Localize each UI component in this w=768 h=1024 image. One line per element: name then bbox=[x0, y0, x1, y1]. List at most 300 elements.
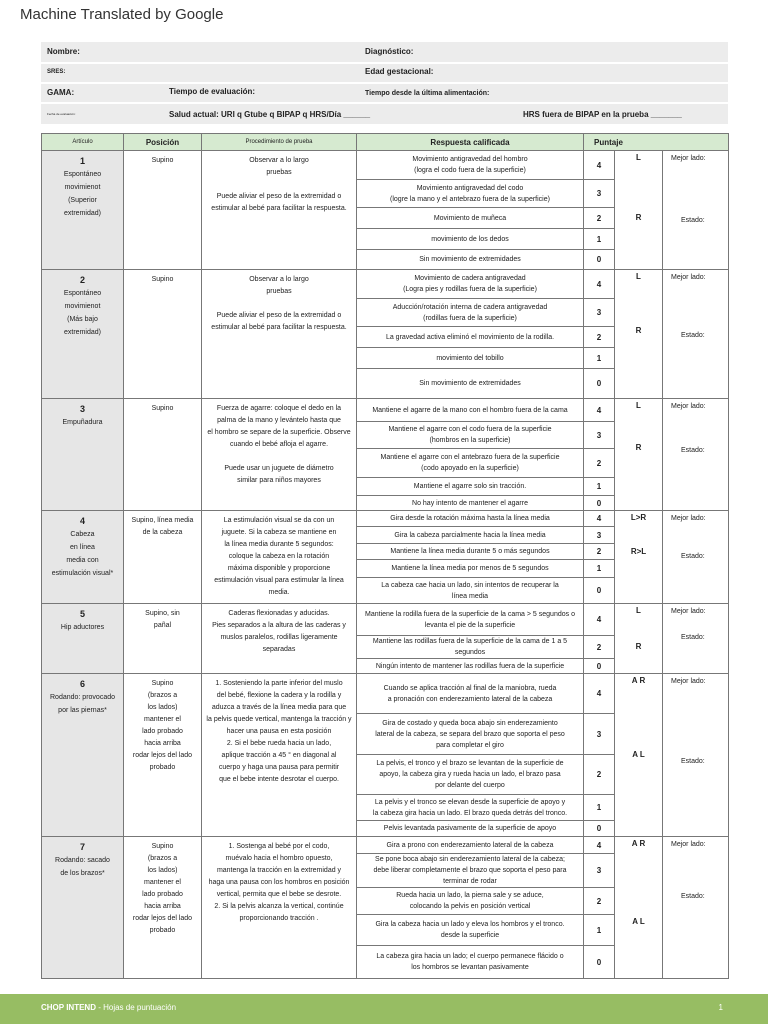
col-articulo: Artículo bbox=[42, 134, 124, 151]
response-cell bbox=[357, 270, 584, 299]
response-line: (codo apoyado en la superficie) bbox=[421, 465, 519, 472]
response-line: Rueda hacia un lado, la pierna sale y se aduce, bbox=[396, 892, 544, 899]
item-name-line: Cabeza bbox=[70, 531, 95, 538]
procedure-line: vertical, permita que el bebe se desrote. bbox=[216, 891, 342, 898]
position-line: pañal bbox=[153, 622, 172, 629]
position-line: Supino, sin bbox=[145, 610, 180, 617]
side-top-label: L bbox=[636, 401, 641, 410]
side-cell bbox=[615, 151, 663, 270]
response-line: línea media bbox=[451, 592, 489, 600]
position-line: mantener el bbox=[144, 716, 181, 723]
tiempo-eval-label: Tiempo de evaluación: bbox=[169, 87, 256, 96]
score-cell: 0 bbox=[584, 659, 615, 674]
item-name-line: de los brazos* bbox=[60, 870, 105, 877]
document-title: Machine Translated by Google bbox=[20, 6, 224, 23]
header-row-sres bbox=[41, 64, 728, 82]
side-bottom-label: R bbox=[635, 326, 642, 335]
response-line: La cabeza gira hacia un lado; el cuerpo permanece flácido o bbox=[376, 953, 564, 960]
response-cell bbox=[357, 755, 584, 795]
response-line: (logra el codo fuera de la superficie) bbox=[414, 167, 526, 174]
response-cell bbox=[357, 151, 584, 180]
side-cell bbox=[615, 604, 663, 674]
item-cell bbox=[42, 151, 124, 270]
position-line: probado bbox=[149, 927, 176, 934]
response-line: debe liberar completamente el brazo que soporta el peso para bbox=[373, 867, 567, 874]
footer-brand bbox=[41, 1003, 176, 1012]
procedure-cell bbox=[202, 151, 357, 270]
header-row-salud bbox=[41, 104, 728, 124]
table-row bbox=[42, 270, 729, 299]
procedure-line: 2. Si la pelvis alcanza la vertical, continúe bbox=[214, 903, 344, 910]
procedure-line: muévalo hacia el hombro opuesto, bbox=[225, 855, 333, 862]
tiempo-alim-label: Tiempo desde la última alimentación: bbox=[365, 90, 490, 97]
response-cell bbox=[357, 714, 584, 755]
position-line: Supino bbox=[151, 276, 174, 283]
response-cell bbox=[357, 180, 584, 208]
best-side-cell bbox=[663, 399, 729, 511]
col-respuesta: Respuesta calificada bbox=[357, 134, 584, 151]
position-cell bbox=[124, 399, 202, 511]
response-cell bbox=[357, 854, 584, 888]
item-number: 2 bbox=[79, 275, 85, 285]
position-line: lado probado bbox=[142, 728, 183, 735]
response-cell bbox=[357, 888, 584, 915]
score-cell: 2 bbox=[584, 636, 615, 659]
response-line: No hay intento de mantener el agarre bbox=[412, 499, 528, 507]
score-cell: 2 bbox=[584, 327, 615, 348]
score-cell: 4 bbox=[584, 399, 615, 422]
position-line: Supino bbox=[151, 680, 174, 687]
response-line: Mantiene la línea media durante 5 o más segundos bbox=[390, 548, 550, 555]
response-cell bbox=[357, 348, 584, 369]
best-side-label: Mejor lado: bbox=[671, 841, 706, 848]
score-cell: 2 bbox=[584, 544, 615, 560]
procedure-cell bbox=[202, 399, 357, 511]
response-line: La cabeza cae hacia un lado, sin intentos de recuperar la bbox=[381, 581, 559, 589]
position-cell bbox=[124, 511, 202, 604]
response-line: Mantiene el agarre con el antebrazo fuera de la superficie bbox=[380, 454, 560, 461]
position-line: Supino bbox=[151, 157, 174, 164]
best-side-cell bbox=[663, 674, 729, 837]
procedure-line: la pelvis quede vertical, mantenga la tracción y bbox=[206, 716, 352, 723]
score-cell: 2 bbox=[584, 888, 615, 915]
procedure-cell bbox=[202, 837, 357, 979]
state-label: Estado: bbox=[681, 217, 705, 224]
side-cell bbox=[615, 511, 663, 604]
position-line: Supino, línea media bbox=[131, 517, 194, 524]
procedure-line: la línea media durante 5 segundos: bbox=[224, 541, 334, 548]
hrs-fuera-label: HRS fuera de BIPAP en la prueba _______ bbox=[523, 110, 682, 119]
score-cell: 3 bbox=[584, 180, 615, 208]
table-row bbox=[42, 604, 729, 636]
procedure-line: aplique tracción a 45 ° en diagonal al bbox=[221, 752, 337, 759]
best-side-label: Mejor lado: bbox=[671, 274, 706, 281]
response-cell bbox=[357, 208, 584, 229]
page-number: 1 bbox=[718, 1003, 723, 1012]
response-cell bbox=[357, 795, 584, 821]
salud-label: Salud actual: URI q Gtube q BIPAP q HRS/Día ______ bbox=[169, 110, 371, 119]
procedure-line: Pies separados a la altura de las caderas y bbox=[212, 622, 346, 629]
col-puntaje: Puntaje bbox=[584, 134, 729, 151]
response-line: Mantiene el agarre de la mano con el hombro fuera de la cama bbox=[372, 406, 568, 414]
response-line: Mantiene el agarre con el codo fuera de la superficie bbox=[388, 426, 552, 433]
state-label: Estado: bbox=[681, 893, 705, 900]
score-cell: 2 bbox=[584, 208, 615, 229]
best-side-cell bbox=[663, 270, 729, 399]
item-name-line: (Superior bbox=[68, 197, 97, 204]
item-name-line: extremidad) bbox=[64, 329, 101, 336]
col-posicion: Posición bbox=[124, 134, 202, 151]
procedure-line: 1. Sosteniendo la parte inferior del muslo bbox=[215, 680, 343, 687]
procedure-line bbox=[205, 179, 353, 191]
score-cell: 4 bbox=[584, 511, 615, 527]
gama-label: GAMA: bbox=[47, 88, 75, 97]
response-cell bbox=[357, 674, 584, 714]
procedure-line: coloque la cabeza en la rotación bbox=[228, 553, 330, 560]
side-bottom-label: A L bbox=[632, 750, 645, 759]
procedure-line: muslos paralelos, rodillas ligeramente separadas bbox=[220, 634, 338, 653]
procedure-line: el hombro se separe de la superficie. Observe bbox=[207, 429, 351, 436]
response-line: Cuando se aplica tracción al final de la maniobra, rueda bbox=[383, 684, 557, 692]
procedure-line: Fuerza de agarre: coloque el dedo en la bbox=[216, 405, 342, 412]
response-line: Gira la cabeza hacia un lado y eleva los hombros y el tronco. bbox=[375, 921, 565, 928]
best-side-label: Mejor lado: bbox=[671, 608, 706, 615]
score-cell: 0 bbox=[584, 369, 615, 399]
score-cell: 3 bbox=[584, 714, 615, 755]
response-cell bbox=[357, 327, 584, 348]
position-line: rodar lejos del lado bbox=[132, 915, 193, 922]
score-cell: 4 bbox=[584, 674, 615, 714]
response-line: terminar de rodar bbox=[443, 878, 497, 885]
position-cell bbox=[124, 270, 202, 399]
response-line: (rodillas fuera de la superficie) bbox=[423, 314, 517, 322]
procedure-line: estimular al bebé para facilitar la respuesta. bbox=[211, 324, 347, 331]
procedure-line: La estimulación visual se da con un bbox=[223, 517, 335, 524]
footer-bar bbox=[0, 994, 768, 1024]
response-cell bbox=[357, 578, 584, 604]
score-cell: 3 bbox=[584, 422, 615, 449]
response-line: colocando la pelvis en posición vertical bbox=[409, 903, 531, 910]
score-cell: 0 bbox=[584, 821, 615, 837]
table-row bbox=[42, 837, 729, 854]
response-cell bbox=[357, 946, 584, 979]
response-line: Ningún intento de mantener las rodillas fuera de la superficie bbox=[375, 662, 565, 670]
best-side-label: Mejor lado: bbox=[671, 155, 706, 162]
score-cell: 1 bbox=[584, 229, 615, 250]
response-line: Movimiento de muñeca bbox=[433, 214, 507, 222]
score-cell: 3 bbox=[584, 527, 615, 544]
item-number: 6 bbox=[79, 679, 85, 689]
response-cell bbox=[357, 821, 584, 837]
footer-brand-name: CHOP INTEND bbox=[41, 1003, 96, 1012]
position-cell bbox=[124, 837, 202, 979]
response-line: La pelvis y el tronco se elevan desde la superficie de apoyo y bbox=[374, 798, 566, 806]
side-bottom-label: R bbox=[635, 642, 642, 651]
score-cell: 4 bbox=[584, 270, 615, 299]
item-number: 1 bbox=[79, 156, 85, 166]
best-side-cell bbox=[663, 604, 729, 674]
item-cell bbox=[42, 270, 124, 399]
response-line: La gravedad activa eliminó el movimiento de la rodilla. bbox=[385, 333, 555, 341]
response-line: Gira de costado y queda boca abajo sin enderezamiento bbox=[382, 719, 558, 727]
item-cell bbox=[42, 674, 124, 837]
best-side-label: Mejor lado: bbox=[671, 515, 706, 522]
score-cell: 3 bbox=[584, 299, 615, 327]
response-cell bbox=[357, 478, 584, 496]
item-number: 3 bbox=[79, 404, 85, 414]
score-cell: 1 bbox=[584, 915, 615, 946]
procedure-line: estimular al bebé para facilitar la respuesta. bbox=[211, 205, 347, 212]
response-line: la cabeza gira hacia un lado. El brazo queda detrás del tronco. bbox=[372, 809, 568, 817]
best-side-label: Mejor lado: bbox=[671, 678, 706, 685]
item-name-line: Hip aductores bbox=[60, 624, 105, 631]
side-top-label: L bbox=[636, 606, 641, 615]
side-bottom-label: R bbox=[635, 443, 642, 452]
response-line: levanta el pie de la superficie bbox=[424, 621, 516, 629]
procedure-line: proporcionando tracción . bbox=[239, 915, 319, 922]
response-line: Movimiento antigravedad del hombro bbox=[412, 156, 528, 163]
procedure-line: juguete. Si la cabeza se mantiene en bbox=[221, 529, 337, 536]
response-line: Mantiene la línea media por menos de 5 segundos bbox=[391, 565, 549, 572]
side-bottom-label: R>L bbox=[630, 547, 647, 556]
sres-label: SRES: bbox=[47, 69, 66, 75]
position-cell bbox=[124, 674, 202, 837]
item-cell bbox=[42, 399, 124, 511]
procedure-line: Puede usar un juguete de diámetro bbox=[224, 465, 334, 472]
side-cell bbox=[615, 399, 663, 511]
fecha-label: Fecha de evaluación: bbox=[47, 112, 76, 116]
state-label: Estado: bbox=[681, 634, 705, 641]
score-cell: 0 bbox=[584, 946, 615, 979]
score-cell: 0 bbox=[584, 578, 615, 604]
response-line: Aducción/rotación interna de cadera antigravedad bbox=[392, 303, 548, 311]
position-cell bbox=[124, 604, 202, 674]
position-line: (brazos a bbox=[147, 855, 178, 862]
item-name-line: en línea bbox=[70, 544, 95, 551]
procedure-line: Caderas flexionadas y aducidas. bbox=[228, 610, 330, 617]
side-top-label: L bbox=[636, 153, 641, 162]
procedure-line: haga una pausa con los hombros en posición bbox=[208, 879, 350, 886]
procedure-line: similar para niños mayores bbox=[237, 477, 321, 484]
position-line: rodar lejos del lado bbox=[132, 752, 193, 759]
position-line: probado bbox=[149, 764, 176, 771]
table-row bbox=[42, 674, 729, 714]
response-cell bbox=[357, 560, 584, 578]
procedure-line: que el bebe intente desrotar el cuerpo. bbox=[219, 776, 339, 783]
item-name-line: Espontáneo bbox=[63, 171, 102, 178]
response-line: Mantiene las rodillas fuera de la superficie de la cama de 1 a 5 segundos bbox=[372, 638, 568, 656]
procedure-line bbox=[205, 298, 353, 310]
item-number: 5 bbox=[79, 609, 85, 619]
procedure-cell bbox=[202, 270, 357, 399]
response-line: (logre la mano y el antebrazo fuera de la superficie) bbox=[390, 195, 550, 203]
table-row bbox=[42, 399, 729, 422]
edad-label: Edad gestacional: bbox=[365, 67, 434, 76]
item-name-line: media con bbox=[66, 557, 99, 564]
procedure-line: mantenga la tracción en la extremidad y bbox=[216, 867, 342, 874]
header-row-nombre bbox=[41, 42, 728, 62]
state-label: Estado: bbox=[681, 758, 705, 765]
response-line: movimiento de los dedos bbox=[431, 235, 509, 243]
score-cell: 1 bbox=[584, 478, 615, 496]
position-line: los lados) bbox=[147, 867, 178, 874]
diagnostico-label: Diagnóstico: bbox=[365, 47, 414, 56]
response-line: Pelvis levantada pasivamente de la superficie de apoyo bbox=[383, 825, 557, 832]
table-row bbox=[42, 511, 729, 527]
response-cell bbox=[357, 604, 584, 636]
response-cell bbox=[357, 399, 584, 422]
procedure-line bbox=[205, 451, 353, 463]
procedure-line: palma de la mano y levántelo hasta que bbox=[217, 417, 341, 424]
response-line: Se pone boca abajo sin enderezamiento lateral de la cabeza; bbox=[375, 856, 565, 863]
procedure-line: Puede aliviar el peso de la extremidad o bbox=[216, 312, 342, 319]
response-cell bbox=[357, 837, 584, 854]
item-name-line: movimienot bbox=[64, 303, 101, 310]
response-line: para completar el giro bbox=[436, 741, 504, 749]
best-side-cell bbox=[663, 837, 729, 979]
response-line: La pelvis, el tronco y el brazo se levantan de la superficie de bbox=[376, 760, 564, 767]
position-line: (brazos a bbox=[147, 692, 178, 699]
procedure-line: 2. Si el bebe rueda hacia un lado, bbox=[226, 740, 332, 747]
response-cell bbox=[357, 250, 584, 270]
procedure-cell bbox=[202, 511, 357, 604]
position-line: Supino bbox=[151, 843, 174, 850]
item-name-line: Rodando: sacado bbox=[55, 857, 110, 864]
item-name-line: por las piernas* bbox=[58, 707, 107, 714]
position-line: de la cabeza bbox=[142, 529, 183, 536]
side-bottom-label: R bbox=[635, 213, 642, 222]
response-cell bbox=[357, 449, 584, 478]
scoring-table bbox=[41, 133, 729, 979]
procedure-line: cuando el bebé afloja el agarre. bbox=[229, 441, 329, 448]
response-line: Movimiento antigravedad del codo bbox=[416, 184, 524, 192]
position-cell bbox=[124, 151, 202, 270]
response-cell bbox=[357, 544, 584, 560]
score-cell: 2 bbox=[584, 755, 615, 795]
procedure-line: cuerpo y haga una pausa para permitir bbox=[218, 764, 340, 771]
response-line: lateral de la cabeza, se separa del brazo que soporta el peso bbox=[375, 730, 565, 738]
procedure-line: Observar a lo largo bbox=[249, 276, 309, 283]
procedure-line: Puede aliviar el peso de la extremidad o bbox=[216, 193, 342, 200]
response-cell bbox=[357, 496, 584, 511]
header-row-gama bbox=[41, 84, 728, 102]
item-name-line: Empuñadura bbox=[62, 419, 103, 426]
response-cell bbox=[357, 636, 584, 659]
item-name-line: estimulación visual* bbox=[51, 570, 114, 577]
side-bottom-label: A L bbox=[632, 917, 645, 926]
state-label: Estado: bbox=[681, 447, 705, 454]
position-line: Supino bbox=[151, 405, 174, 412]
response-cell bbox=[357, 299, 584, 327]
response-line: por delante del cuerpo bbox=[435, 782, 505, 789]
item-cell bbox=[42, 604, 124, 674]
score-cell: 1 bbox=[584, 348, 615, 369]
score-cell: 3 bbox=[584, 854, 615, 888]
response-cell bbox=[357, 915, 584, 946]
position-line: los lados) bbox=[147, 704, 178, 711]
table-body bbox=[42, 151, 729, 979]
nombre-label: Nombre: bbox=[47, 47, 80, 56]
side-cell bbox=[615, 837, 663, 979]
item-name-line: Espontáneo bbox=[63, 290, 102, 297]
position-line: mantener el bbox=[144, 879, 181, 886]
item-name-line: Rodando: provocado bbox=[50, 694, 115, 701]
response-cell bbox=[357, 659, 584, 674]
response-line: los hombros se levantan pasivamente bbox=[411, 964, 529, 971]
col-procedimiento: Procedimiento de prueba bbox=[202, 134, 357, 151]
side-top-label: L bbox=[636, 272, 641, 281]
table-header-row bbox=[42, 134, 729, 151]
item-cell bbox=[42, 511, 124, 604]
response-line: a pronación con enderezamiento lateral de la cabeza bbox=[387, 695, 553, 703]
procedure-cell bbox=[202, 674, 357, 837]
response-line: Sin movimiento de extremidades bbox=[419, 380, 521, 387]
response-line: Gira desde la rotación máxima hasta la línea media bbox=[390, 515, 550, 522]
response-line: movimiento del tobillo bbox=[436, 354, 504, 362]
response-line: Sin movimiento de extremidades bbox=[419, 256, 521, 263]
procedure-line: hacer una pausa en esta posición bbox=[226, 728, 332, 735]
side-top-label: L>R bbox=[630, 513, 647, 522]
response-cell bbox=[357, 527, 584, 544]
procedure-line: estimulación visual para estimular la línea media. bbox=[214, 577, 344, 596]
procedure-line: pruebas bbox=[266, 169, 292, 176]
table-row bbox=[42, 151, 729, 180]
item-name-line: extremidad) bbox=[64, 210, 101, 217]
best-side-cell bbox=[663, 511, 729, 604]
score-cell: 2 bbox=[584, 449, 615, 478]
response-line: Gira la cabeza parcialmente hacia la línea media bbox=[394, 531, 546, 539]
response-line: apoyo, la cabeza gira y rueda hacia un lado, el brazo pasa bbox=[379, 771, 561, 778]
response-line: Movimiento de cadera antigravedad bbox=[414, 275, 526, 282]
side-top-label: A R bbox=[631, 839, 646, 848]
procedure-line: máxima disponible y proporcione bbox=[227, 565, 331, 572]
response-line: Gira a prono con enderezamiento lateral de la cabeza bbox=[386, 841, 554, 849]
response-line: Mantiene la rodilla fuera de la superficie de la cama > 5 segundos o bbox=[365, 610, 575, 618]
item-name-line: (Más bajo bbox=[67, 316, 98, 323]
response-cell bbox=[357, 511, 584, 527]
side-cell bbox=[615, 674, 663, 837]
state-label: Estado: bbox=[681, 332, 705, 339]
position-line: hacia arriba bbox=[144, 740, 181, 747]
score-cell: 0 bbox=[584, 496, 615, 511]
position-line: hacia arriba bbox=[144, 903, 181, 910]
response-line: (Logra pies y rodillas fuera de la superficie) bbox=[403, 286, 537, 293]
item-number: 4 bbox=[79, 516, 85, 526]
score-cell: 4 bbox=[584, 604, 615, 636]
score-cell: 4 bbox=[584, 837, 615, 854]
response-line: Mantiene el agarre solo sin tracción. bbox=[413, 483, 527, 490]
item-cell bbox=[42, 837, 124, 979]
side-cell bbox=[615, 270, 663, 399]
procedure-line: 1. Sostenga al bebé por el codo, bbox=[228, 843, 330, 850]
best-side-label: Mejor lado: bbox=[671, 403, 706, 410]
response-line: desde la superficie bbox=[440, 932, 500, 939]
position-line: lado probado bbox=[142, 891, 183, 898]
side-top-label: A R bbox=[631, 676, 646, 685]
procedure-line: del bebé, flexione la cadera y la rodilla y bbox=[216, 692, 342, 699]
score-cell: 1 bbox=[584, 795, 615, 821]
procedure-line: pruebas bbox=[266, 288, 292, 295]
item-number: 7 bbox=[79, 842, 85, 852]
response-cell bbox=[357, 229, 584, 250]
score-cell: 4 bbox=[584, 151, 615, 180]
response-cell bbox=[357, 369, 584, 399]
item-name-line: movimienot bbox=[64, 184, 101, 191]
footer-subtitle: - Hojas de puntuación bbox=[98, 1003, 177, 1012]
state-label: Estado: bbox=[681, 553, 705, 560]
procedure-line: Observar a lo largo bbox=[249, 157, 309, 164]
response-cell bbox=[357, 422, 584, 449]
